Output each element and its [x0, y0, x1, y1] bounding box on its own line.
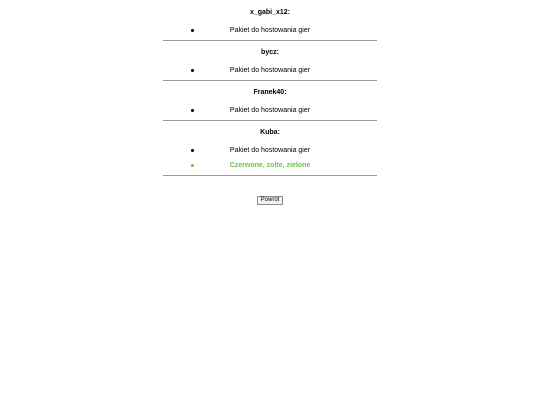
list-item: [163, 26, 377, 35]
bullet-icon: [191, 164, 194, 167]
item-list: [163, 66, 377, 75]
user-entry: [163, 121, 377, 176]
item-label: Pakiet do hostowania gier: [229, 27, 311, 34]
bullet-icon: [191, 69, 194, 72]
item-label: Pakiet do hostowania gier: [229, 67, 311, 74]
list-item-highlighted: [163, 161, 377, 170]
item-list: [163, 146, 377, 170]
user-entry: [163, 0, 377, 41]
back-button-container: [0, 188, 540, 206]
bullet-icon: [191, 29, 194, 32]
item-label: Pakiet do hostowania gier: [229, 147, 311, 154]
item-list: [163, 26, 377, 35]
list-item: [163, 66, 377, 75]
item-list: [163, 106, 377, 115]
list-item: [163, 106, 377, 115]
bullet-icon: [191, 109, 194, 112]
user-entry: [163, 41, 377, 81]
user-name: x_gabi_x12:: [249, 9, 291, 16]
user-name: bycz:: [261, 49, 279, 56]
user-name: Kuba:: [260, 129, 280, 136]
back-button[interactable]: Powrot: [257, 196, 284, 205]
item-label: Czerwone, zolte, zielone: [229, 162, 311, 169]
bullet-icon: [191, 149, 194, 152]
list-item: [163, 146, 377, 155]
user-name: Franek40:: [253, 89, 287, 96]
user-entry: [163, 81, 377, 121]
user-entries-list: [163, 0, 377, 176]
item-label: Pakiet do hostowania gier: [229, 107, 311, 114]
